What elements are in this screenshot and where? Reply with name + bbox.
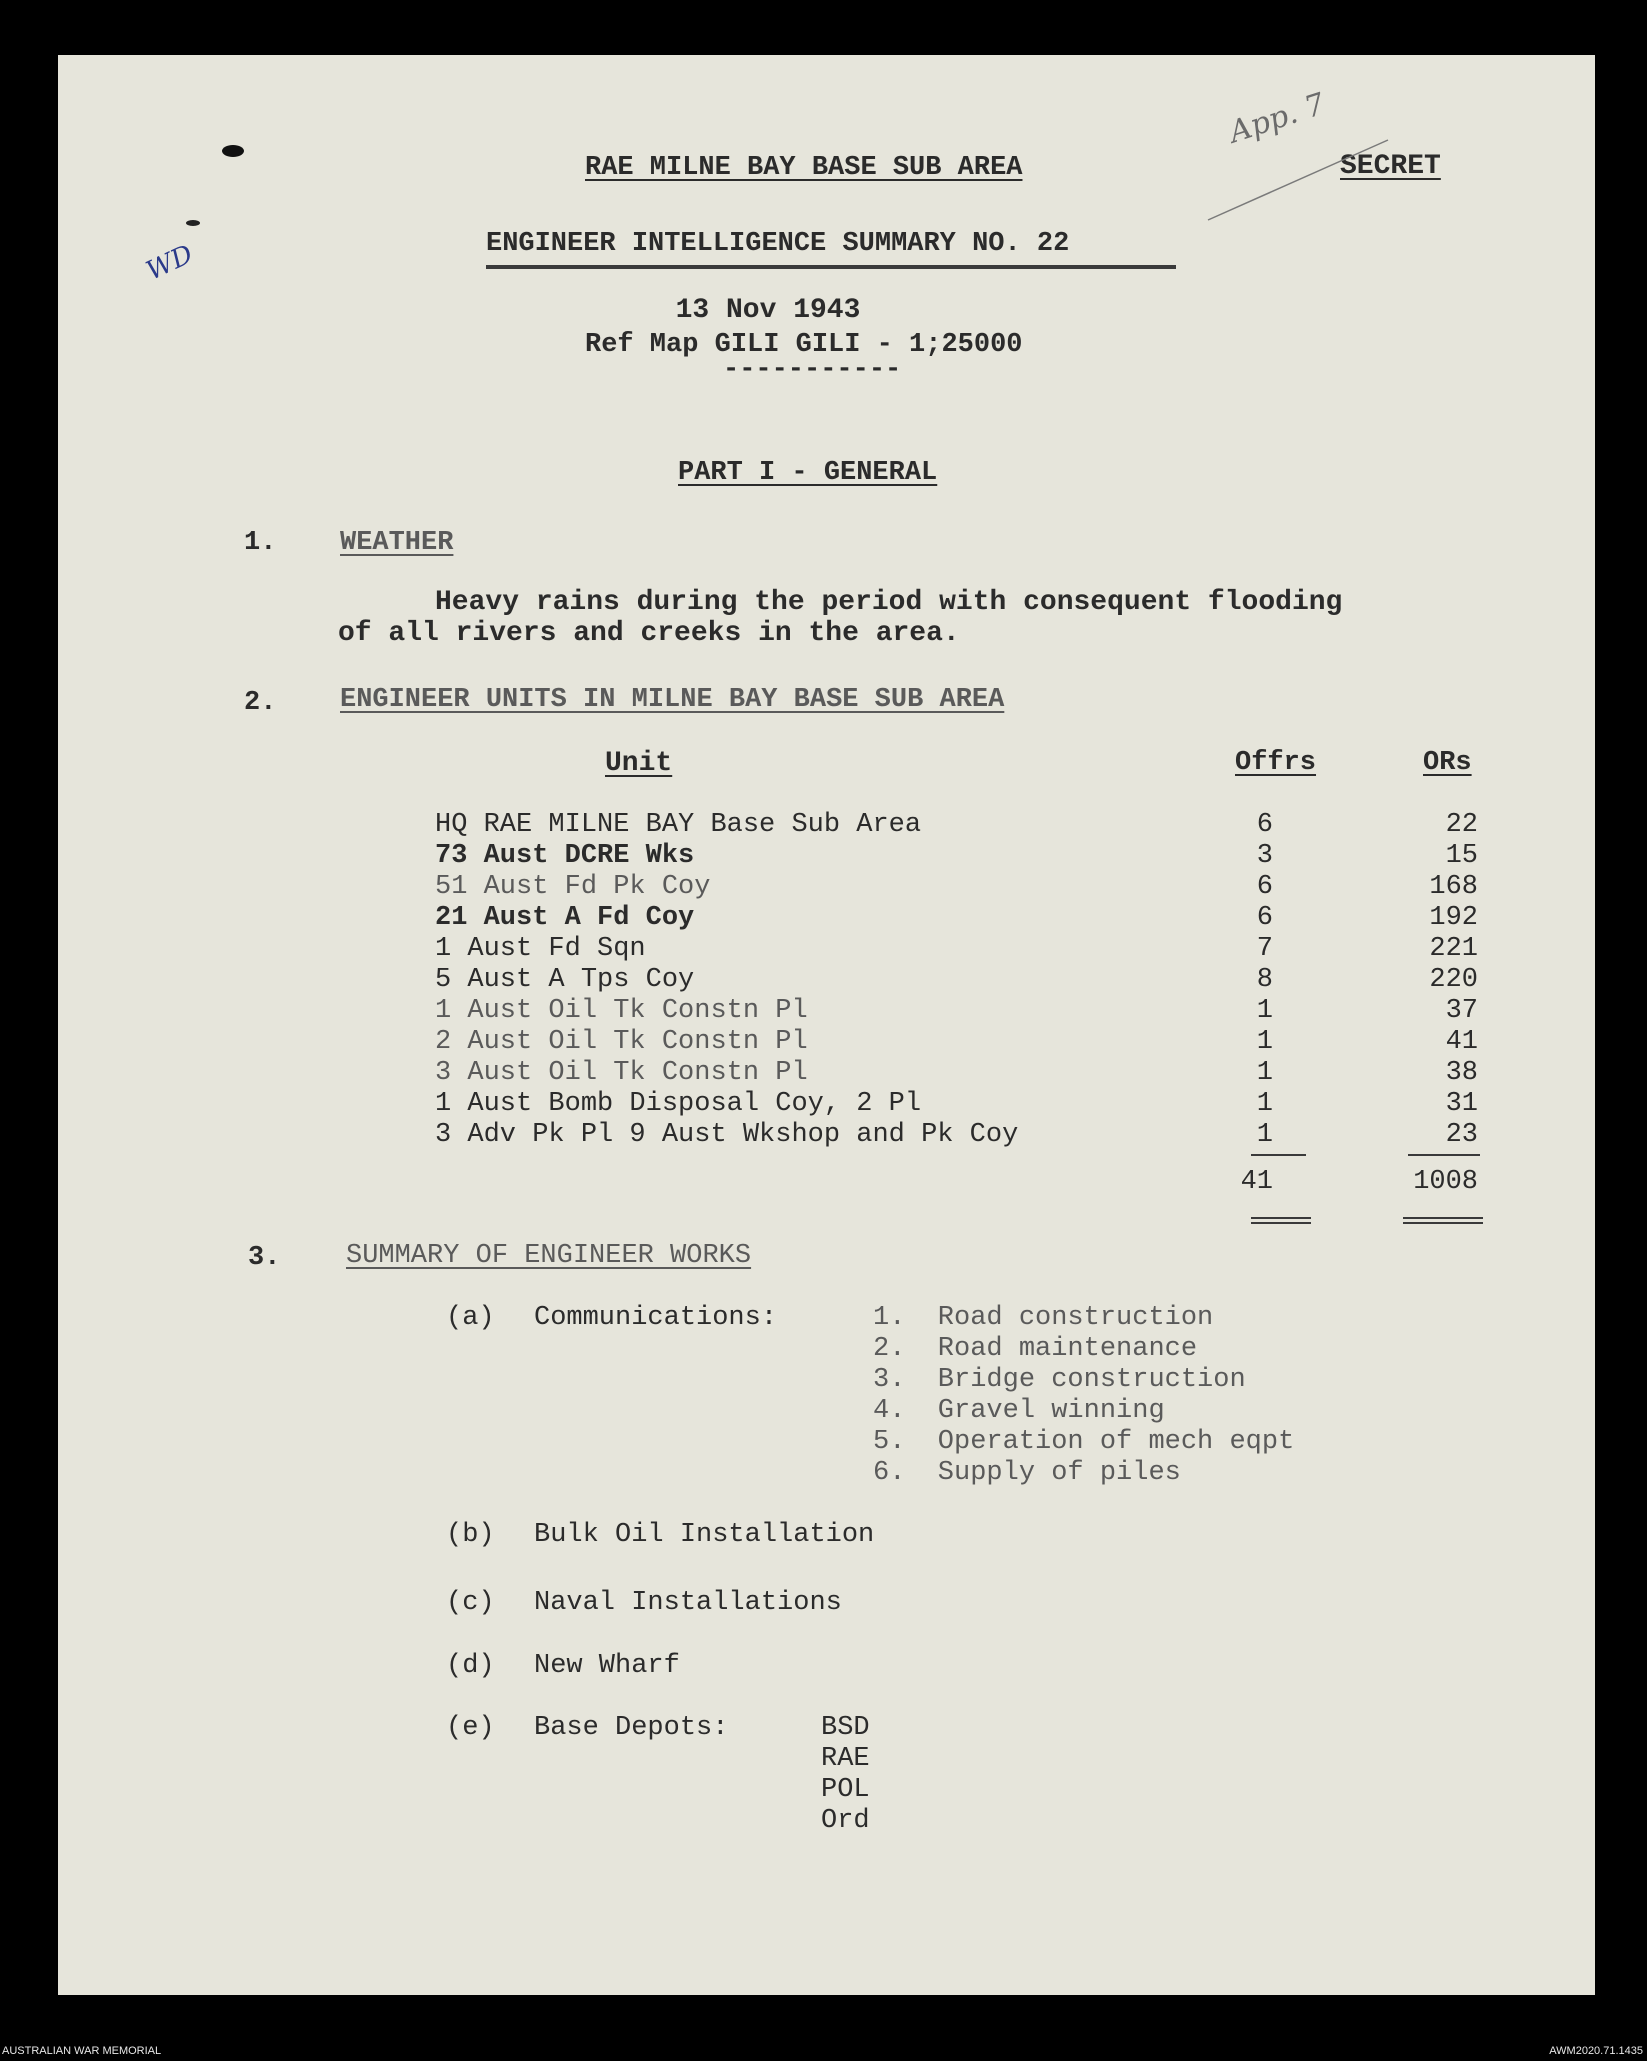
item-label: (b) bbox=[446, 1520, 495, 1550]
unit-offrs: 6 bbox=[1256, 872, 1273, 902]
unit-offrs: 6 bbox=[1256, 810, 1273, 840]
item-label: (e) bbox=[446, 1713, 495, 1743]
total-offrs: 41 bbox=[1240, 1167, 1273, 1197]
unit-name: 3 Aust Oil Tk Constn Pl bbox=[435, 1058, 808, 1088]
bulk-oil-item: Bulk Oil Installation bbox=[534, 1520, 875, 1550]
list-item: BSD bbox=[821, 1713, 870, 1743]
unit-name: 1 Aust Bomb Disposal Coy, 2 Pl bbox=[435, 1089, 922, 1119]
unit-ors: 15 bbox=[1445, 841, 1478, 871]
unit-offrs: 3 bbox=[1256, 841, 1273, 871]
list-item: 3. Bridge construction bbox=[873, 1365, 1246, 1395]
unit-ors: 22 bbox=[1445, 810, 1478, 840]
section-heading-works: SUMMARY OF ENGINEER WORKS bbox=[346, 1241, 752, 1271]
item-label: (c) bbox=[446, 1588, 495, 1618]
unit-name: 3 Adv Pk Pl 9 Aust Wkshop and Pk Coy bbox=[435, 1120, 1019, 1150]
subtotal-rule bbox=[1251, 1154, 1306, 1156]
unit-name: 73 Aust DCRE Wks bbox=[435, 841, 695, 871]
column-header-offrs: Offrs bbox=[1235, 748, 1317, 778]
list-item: 1. Road construction bbox=[873, 1303, 1214, 1333]
column-header-ors: ORs bbox=[1423, 748, 1472, 778]
ink-mark bbox=[222, 145, 244, 157]
document-page bbox=[58, 55, 1595, 1995]
item-label: (a) bbox=[446, 1303, 495, 1333]
unit-ors: 31 bbox=[1445, 1089, 1478, 1119]
unit-ors: 23 bbox=[1445, 1120, 1478, 1150]
classification-label: SECRET bbox=[1340, 151, 1441, 182]
item-label: (d) bbox=[446, 1651, 495, 1681]
total-ors: 1008 bbox=[1413, 1167, 1478, 1197]
handwritten-annotation: App. 7 bbox=[1224, 86, 1330, 151]
weather-text-line: of all rivers and creeks in the area. bbox=[338, 618, 960, 649]
unit-ors: 168 bbox=[1429, 872, 1478, 902]
unit-ors: 37 bbox=[1445, 996, 1478, 1026]
title-underline bbox=[486, 265, 1176, 269]
footer-source: AUSTRALIAN WAR MEMORIAL bbox=[2, 2045, 162, 2057]
document-header: RAE MILNE BAY BASE SUB AREA bbox=[585, 153, 1023, 183]
list-item: 2. Road maintenance bbox=[873, 1334, 1198, 1364]
unit-offrs: 1 bbox=[1256, 1120, 1273, 1150]
footer-reference: AWM2020.71.1435 bbox=[1549, 2045, 1643, 2057]
unit-ors: 220 bbox=[1429, 965, 1478, 995]
section-heading-weather: WEATHER bbox=[340, 528, 454, 558]
section-number: 2. bbox=[244, 688, 277, 718]
unit-name: 2 Aust Oil Tk Constn Pl bbox=[435, 1027, 808, 1057]
section-number: 3. bbox=[248, 1243, 281, 1273]
unit-name: 21 Aust A Fd Coy bbox=[435, 903, 695, 933]
list-item: RAE bbox=[821, 1744, 870, 1774]
document-title: ENGINEER INTELLIGENCE SUMMARY NO. 22 bbox=[486, 229, 1070, 259]
list-item: 6. Supply of piles bbox=[873, 1458, 1181, 1488]
unit-offrs: 1 bbox=[1256, 1089, 1273, 1119]
list-item: Ord bbox=[821, 1806, 870, 1836]
list-item: 5. Operation of mech eqpt bbox=[873, 1427, 1295, 1457]
section-number: 1. bbox=[244, 528, 277, 558]
unit-name: 51 Aust Fd Pk Coy bbox=[435, 872, 711, 902]
unit-offrs: 6 bbox=[1256, 903, 1273, 933]
unit-name: 5 Aust A Tps Coy bbox=[435, 965, 695, 995]
subtotal-rule bbox=[1408, 1154, 1480, 1156]
weather-text-line: Heavy rains during the period with consequent flooding bbox=[435, 587, 1343, 618]
unit-name: 1 Aust Oil Tk Constn Pl bbox=[435, 996, 808, 1026]
unit-ors: 221 bbox=[1429, 934, 1478, 964]
unit-name: 1 Aust Fd Sqn bbox=[435, 934, 646, 964]
base-depots-title: Base Depots: bbox=[534, 1713, 729, 1743]
ink-mark bbox=[186, 220, 200, 226]
unit-ors: 41 bbox=[1445, 1027, 1478, 1057]
section-heading-units: ENGINEER UNITS IN MILNE BAY BASE SUB AREA bbox=[340, 685, 1005, 715]
unit-offrs: 1 bbox=[1256, 1058, 1273, 1088]
naval-item: Naval Installations bbox=[534, 1588, 842, 1618]
wharf-item: New Wharf bbox=[534, 1651, 680, 1681]
part-title: PART I - GENERAL bbox=[678, 458, 938, 488]
document-date: 13 Nov 1943 bbox=[675, 295, 861, 326]
unit-offrs: 7 bbox=[1256, 934, 1273, 964]
handwritten-initials: WD bbox=[141, 239, 198, 287]
communications-title: Communications: bbox=[534, 1303, 778, 1333]
column-header-unit: Unit bbox=[605, 748, 673, 779]
list-item: POL bbox=[821, 1775, 870, 1805]
total-double-rule bbox=[1403, 1217, 1483, 1224]
unit-ors: 192 bbox=[1429, 903, 1478, 933]
reference-map: Ref Map GILI GILI - 1;25000 bbox=[585, 330, 1023, 360]
unit-offrs: 1 bbox=[1256, 1027, 1273, 1057]
unit-offrs: 1 bbox=[1256, 996, 1273, 1026]
separator-line: ----------- bbox=[723, 355, 902, 385]
total-double-rule bbox=[1251, 1217, 1311, 1224]
unit-ors: 38 bbox=[1445, 1058, 1478, 1088]
list-item: 4. Gravel winning bbox=[873, 1396, 1165, 1426]
unit-offrs: 8 bbox=[1256, 965, 1273, 995]
handwritten-stroke bbox=[1203, 135, 1393, 225]
unit-name: HQ RAE MILNE BAY Base Sub Area bbox=[435, 810, 922, 840]
